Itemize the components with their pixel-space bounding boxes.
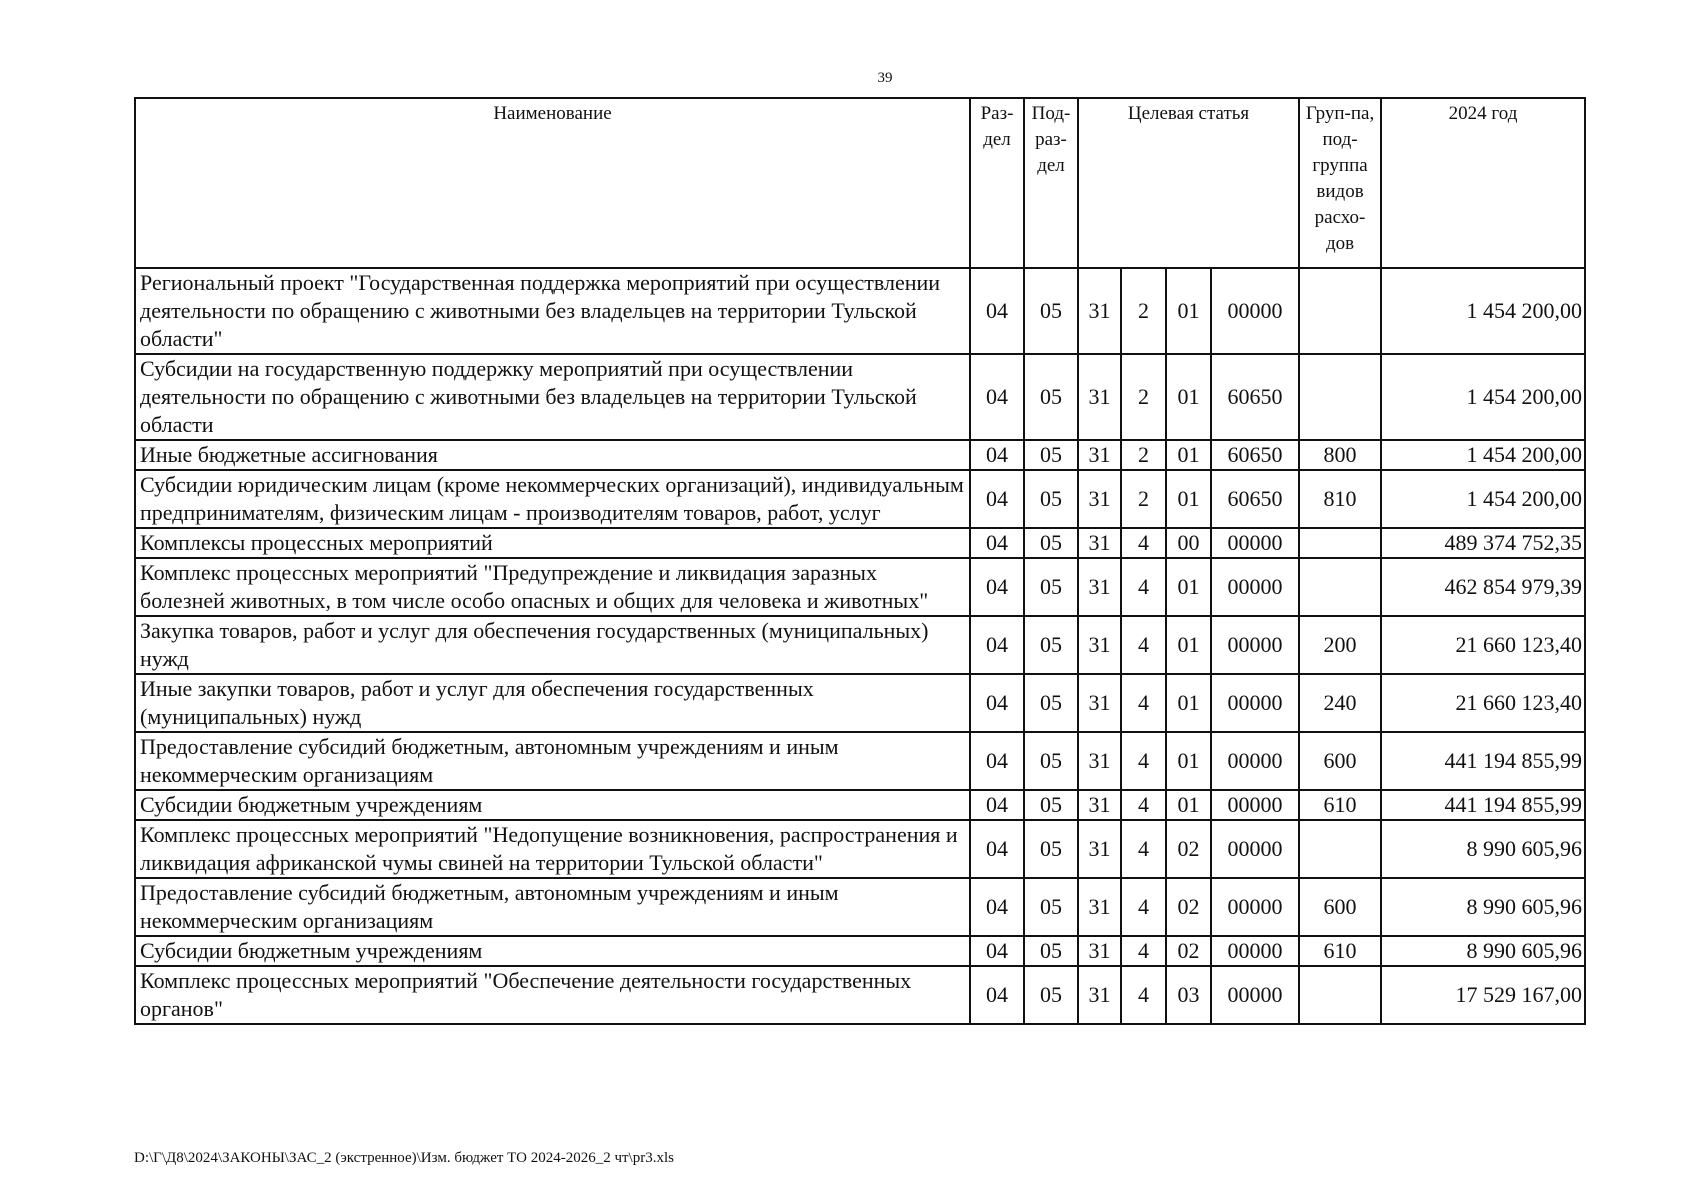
cell-target-subprogram: 02 [1166, 878, 1211, 936]
cell-target-program: 31 [1078, 966, 1121, 1024]
cell-name: Комплекс процессных мероприятий "Недопущение возникновения, распространения и ликвидация африканской чумы свиней на территории Тульской области" [135, 820, 970, 878]
cell-name: Иные закупки товаров, работ и услуг для обеспечения государственных (муниципальных) нужд [135, 674, 970, 732]
cell-target-type: 4 [1121, 878, 1166, 936]
cell-subsection: 05 [1024, 936, 1078, 966]
cell-expense-group: 600 [1299, 732, 1381, 790]
cell-subsection: 05 [1024, 616, 1078, 674]
cell-target-type: 2 [1121, 354, 1166, 440]
cell-name: Предоставление субсидий бюджетным, автономным учреждениям и иным некоммерческим организациям [135, 732, 970, 790]
cell-expense-group: 200 [1299, 616, 1381, 674]
cell-target-direction: 00000 [1211, 674, 1299, 732]
cell-target-program: 31 [1078, 936, 1121, 966]
cell-target-program: 31 [1078, 558, 1121, 616]
cell-section: 04 [970, 878, 1024, 936]
cell-target-program: 31 [1078, 528, 1121, 558]
cell-section: 04 [970, 732, 1024, 790]
cell-subsection: 05 [1024, 268, 1078, 354]
cell-subsection: 05 [1024, 732, 1078, 790]
header-subsection: Под-раз-дел [1024, 98, 1078, 268]
cell-target-program: 31 [1078, 732, 1121, 790]
cell-target-type: 4 [1121, 528, 1166, 558]
cell-section: 04 [970, 790, 1024, 820]
cell-target-program: 31 [1078, 820, 1121, 878]
cell-section: 04 [970, 440, 1024, 470]
cell-amount: 21 660 123,40 [1381, 674, 1585, 732]
cell-name: Комплекс процессных мероприятий "Обеспечение деятельности государственных органов" [135, 966, 970, 1024]
table-row [135, 966, 1585, 1024]
cell-target-type: 4 [1121, 966, 1166, 1024]
cell-subsection: 05 [1024, 470, 1078, 528]
cell-target-subprogram: 01 [1166, 268, 1211, 354]
cell-amount: 1 454 200,00 [1381, 470, 1585, 528]
cell-amount: 441 194 855,99 [1381, 790, 1585, 820]
cell-amount: 489 374 752,35 [1381, 528, 1585, 558]
cell-target-direction: 00000 [1211, 616, 1299, 674]
cell-amount: 8 990 605,96 [1381, 936, 1585, 966]
table-row [135, 674, 1585, 732]
cell-expense-group [1299, 268, 1381, 354]
cell-expense-group [1299, 528, 1381, 558]
cell-target-direction: 00000 [1211, 820, 1299, 878]
cell-target-direction: 00000 [1211, 966, 1299, 1024]
page-number: 39 [877, 70, 893, 86]
header-section: Раз-дел [970, 98, 1024, 268]
cell-amount: 1 454 200,00 [1381, 268, 1585, 354]
cell-target-type: 4 [1121, 790, 1166, 820]
cell-expense-group [1299, 820, 1381, 878]
cell-target-type: 4 [1121, 936, 1166, 966]
cell-section: 04 [970, 528, 1024, 558]
table-row [135, 470, 1585, 528]
table-row [135, 558, 1585, 616]
cell-subsection: 05 [1024, 820, 1078, 878]
table-row [135, 528, 1585, 558]
cell-target-type: 4 [1121, 616, 1166, 674]
cell-expense-group: 600 [1299, 878, 1381, 936]
cell-amount: 8 990 605,96 [1381, 820, 1585, 878]
cell-target-subprogram: 01 [1166, 674, 1211, 732]
cell-section: 04 [970, 470, 1024, 528]
cell-target-type: 4 [1121, 558, 1166, 616]
cell-subsection: 05 [1024, 558, 1078, 616]
cell-expense-group: 810 [1299, 470, 1381, 528]
cell-target-direction: 00000 [1211, 528, 1299, 558]
cell-target-program: 31 [1078, 354, 1121, 440]
cell-amount: 1 454 200,00 [1381, 440, 1585, 470]
cell-target-subprogram: 02 [1166, 936, 1211, 966]
cell-target-type: 2 [1121, 440, 1166, 470]
cell-target-direction: 00000 [1211, 268, 1299, 354]
cell-subsection: 05 [1024, 790, 1078, 820]
cell-target-direction: 00000 [1211, 936, 1299, 966]
cell-target-program: 31 [1078, 470, 1121, 528]
cell-target-subprogram: 01 [1166, 732, 1211, 790]
cell-name: Субсидии на государственную поддержку мероприятий при осуществлении деятельности по обращению с животными без владельцев на территории Тульской области [135, 354, 970, 440]
table-row [135, 878, 1585, 936]
cell-amount: 17 529 167,00 [1381, 966, 1585, 1024]
table-header-row [135, 98, 1585, 268]
cell-name: Иные бюджетные ассигнования [135, 440, 970, 470]
cell-amount: 462 854 979,39 [1381, 558, 1585, 616]
cell-target-subprogram: 02 [1166, 820, 1211, 878]
cell-amount: 21 660 123,40 [1381, 616, 1585, 674]
cell-name: Предоставление субсидий бюджетным, автономным учреждениям и иным некоммерческим организациям [135, 878, 970, 936]
cell-target-direction: 00000 [1211, 790, 1299, 820]
cell-target-program: 31 [1078, 674, 1121, 732]
cell-target-type: 2 [1121, 470, 1166, 528]
cell-amount: 441 194 855,99 [1381, 732, 1585, 790]
cell-subsection: 05 [1024, 674, 1078, 732]
cell-target-program: 31 [1078, 790, 1121, 820]
cell-section: 04 [970, 558, 1024, 616]
cell-target-direction: 00000 [1211, 732, 1299, 790]
cell-amount: 1 454 200,00 [1381, 354, 1585, 440]
cell-section: 04 [970, 268, 1024, 354]
cell-subsection: 05 [1024, 528, 1078, 558]
cell-target-type: 2 [1121, 268, 1166, 354]
file-path-footer: D:\Г\Д8\2024\ЗАКОНЫ\ЗАС_2 (экстренное)\Изм. бюджет ТО 2024-2026_2 чт\pr3.xls [134, 1150, 674, 1166]
cell-name: Субсидии юридическим лицам (кроме некоммерческих организаций), индивидуальным предпринимателям, физическим лицам - производителям товаров, работ, услуг [135, 470, 970, 528]
cell-name: Субсидии бюджетным учреждениям [135, 790, 970, 820]
cell-section: 04 [970, 354, 1024, 440]
table-row [135, 936, 1585, 966]
cell-section: 04 [970, 966, 1024, 1024]
cell-target-program: 31 [1078, 268, 1121, 354]
cell-target-subprogram: 01 [1166, 616, 1211, 674]
cell-expense-group: 240 [1299, 674, 1381, 732]
cell-target-subprogram: 01 [1166, 354, 1211, 440]
table-row [135, 268, 1585, 354]
table-row [135, 732, 1585, 790]
cell-name: Комплексы процессных мероприятий [135, 528, 970, 558]
cell-target-program: 31 [1078, 878, 1121, 936]
cell-section: 04 [970, 820, 1024, 878]
table-row [135, 820, 1585, 878]
cell-target-subprogram: 01 [1166, 558, 1211, 616]
cell-name: Субсидии бюджетным учреждениям [135, 936, 970, 966]
header-year: 2024 год [1381, 98, 1585, 268]
table-row [135, 354, 1585, 440]
cell-target-program: 31 [1078, 440, 1121, 470]
cell-expense-group [1299, 558, 1381, 616]
cell-target-subprogram: 01 [1166, 790, 1211, 820]
cell-target-direction: 60650 [1211, 354, 1299, 440]
cell-target-subprogram: 03 [1166, 966, 1211, 1024]
cell-name: Комплекс процессных мероприятий "Предупреждение и ликвидация заразных болезней животных, в том числе особо опасных и общих для человека и животных" [135, 558, 970, 616]
cell-target-direction: 00000 [1211, 878, 1299, 936]
cell-expense-group: 610 [1299, 790, 1381, 820]
table-row [135, 440, 1585, 470]
cell-section: 04 [970, 616, 1024, 674]
cell-target-subprogram: 01 [1166, 470, 1211, 528]
budget-table [134, 97, 1586, 1025]
cell-target-direction: 60650 [1211, 470, 1299, 528]
cell-subsection: 05 [1024, 354, 1078, 440]
cell-target-type: 4 [1121, 674, 1166, 732]
cell-expense-group [1299, 354, 1381, 440]
cell-name: Региональный проект "Государственная поддержка мероприятий при осуществлении деятельности по обращению с животными без владельцев на территории Тульской области" [135, 268, 970, 354]
cell-subsection: 05 [1024, 878, 1078, 936]
cell-section: 04 [970, 674, 1024, 732]
header-name: Наименование [135, 98, 970, 268]
cell-target-subprogram: 01 [1166, 440, 1211, 470]
cell-subsection: 05 [1024, 966, 1078, 1024]
cell-target-program: 31 [1078, 616, 1121, 674]
cell-amount: 8 990 605,96 [1381, 878, 1585, 936]
cell-expense-group: 610 [1299, 936, 1381, 966]
cell-expense-group [1299, 966, 1381, 1024]
cell-expense-group: 800 [1299, 440, 1381, 470]
table-row [135, 616, 1585, 674]
cell-target-direction: 60650 [1211, 440, 1299, 470]
header-target: Целевая статья [1078, 98, 1299, 268]
table-row [135, 790, 1585, 820]
cell-target-subprogram: 00 [1166, 528, 1211, 558]
header-group: Груп-па, под-группа видов расхо-дов [1299, 98, 1381, 268]
cell-subsection: 05 [1024, 440, 1078, 470]
cell-name: Закупка товаров, работ и услуг для обеспечения государственных (муниципальных) нужд [135, 616, 970, 674]
cell-target-type: 4 [1121, 732, 1166, 790]
cell-target-direction: 00000 [1211, 558, 1299, 616]
cell-target-type: 4 [1121, 820, 1166, 878]
cell-section: 04 [970, 936, 1024, 966]
